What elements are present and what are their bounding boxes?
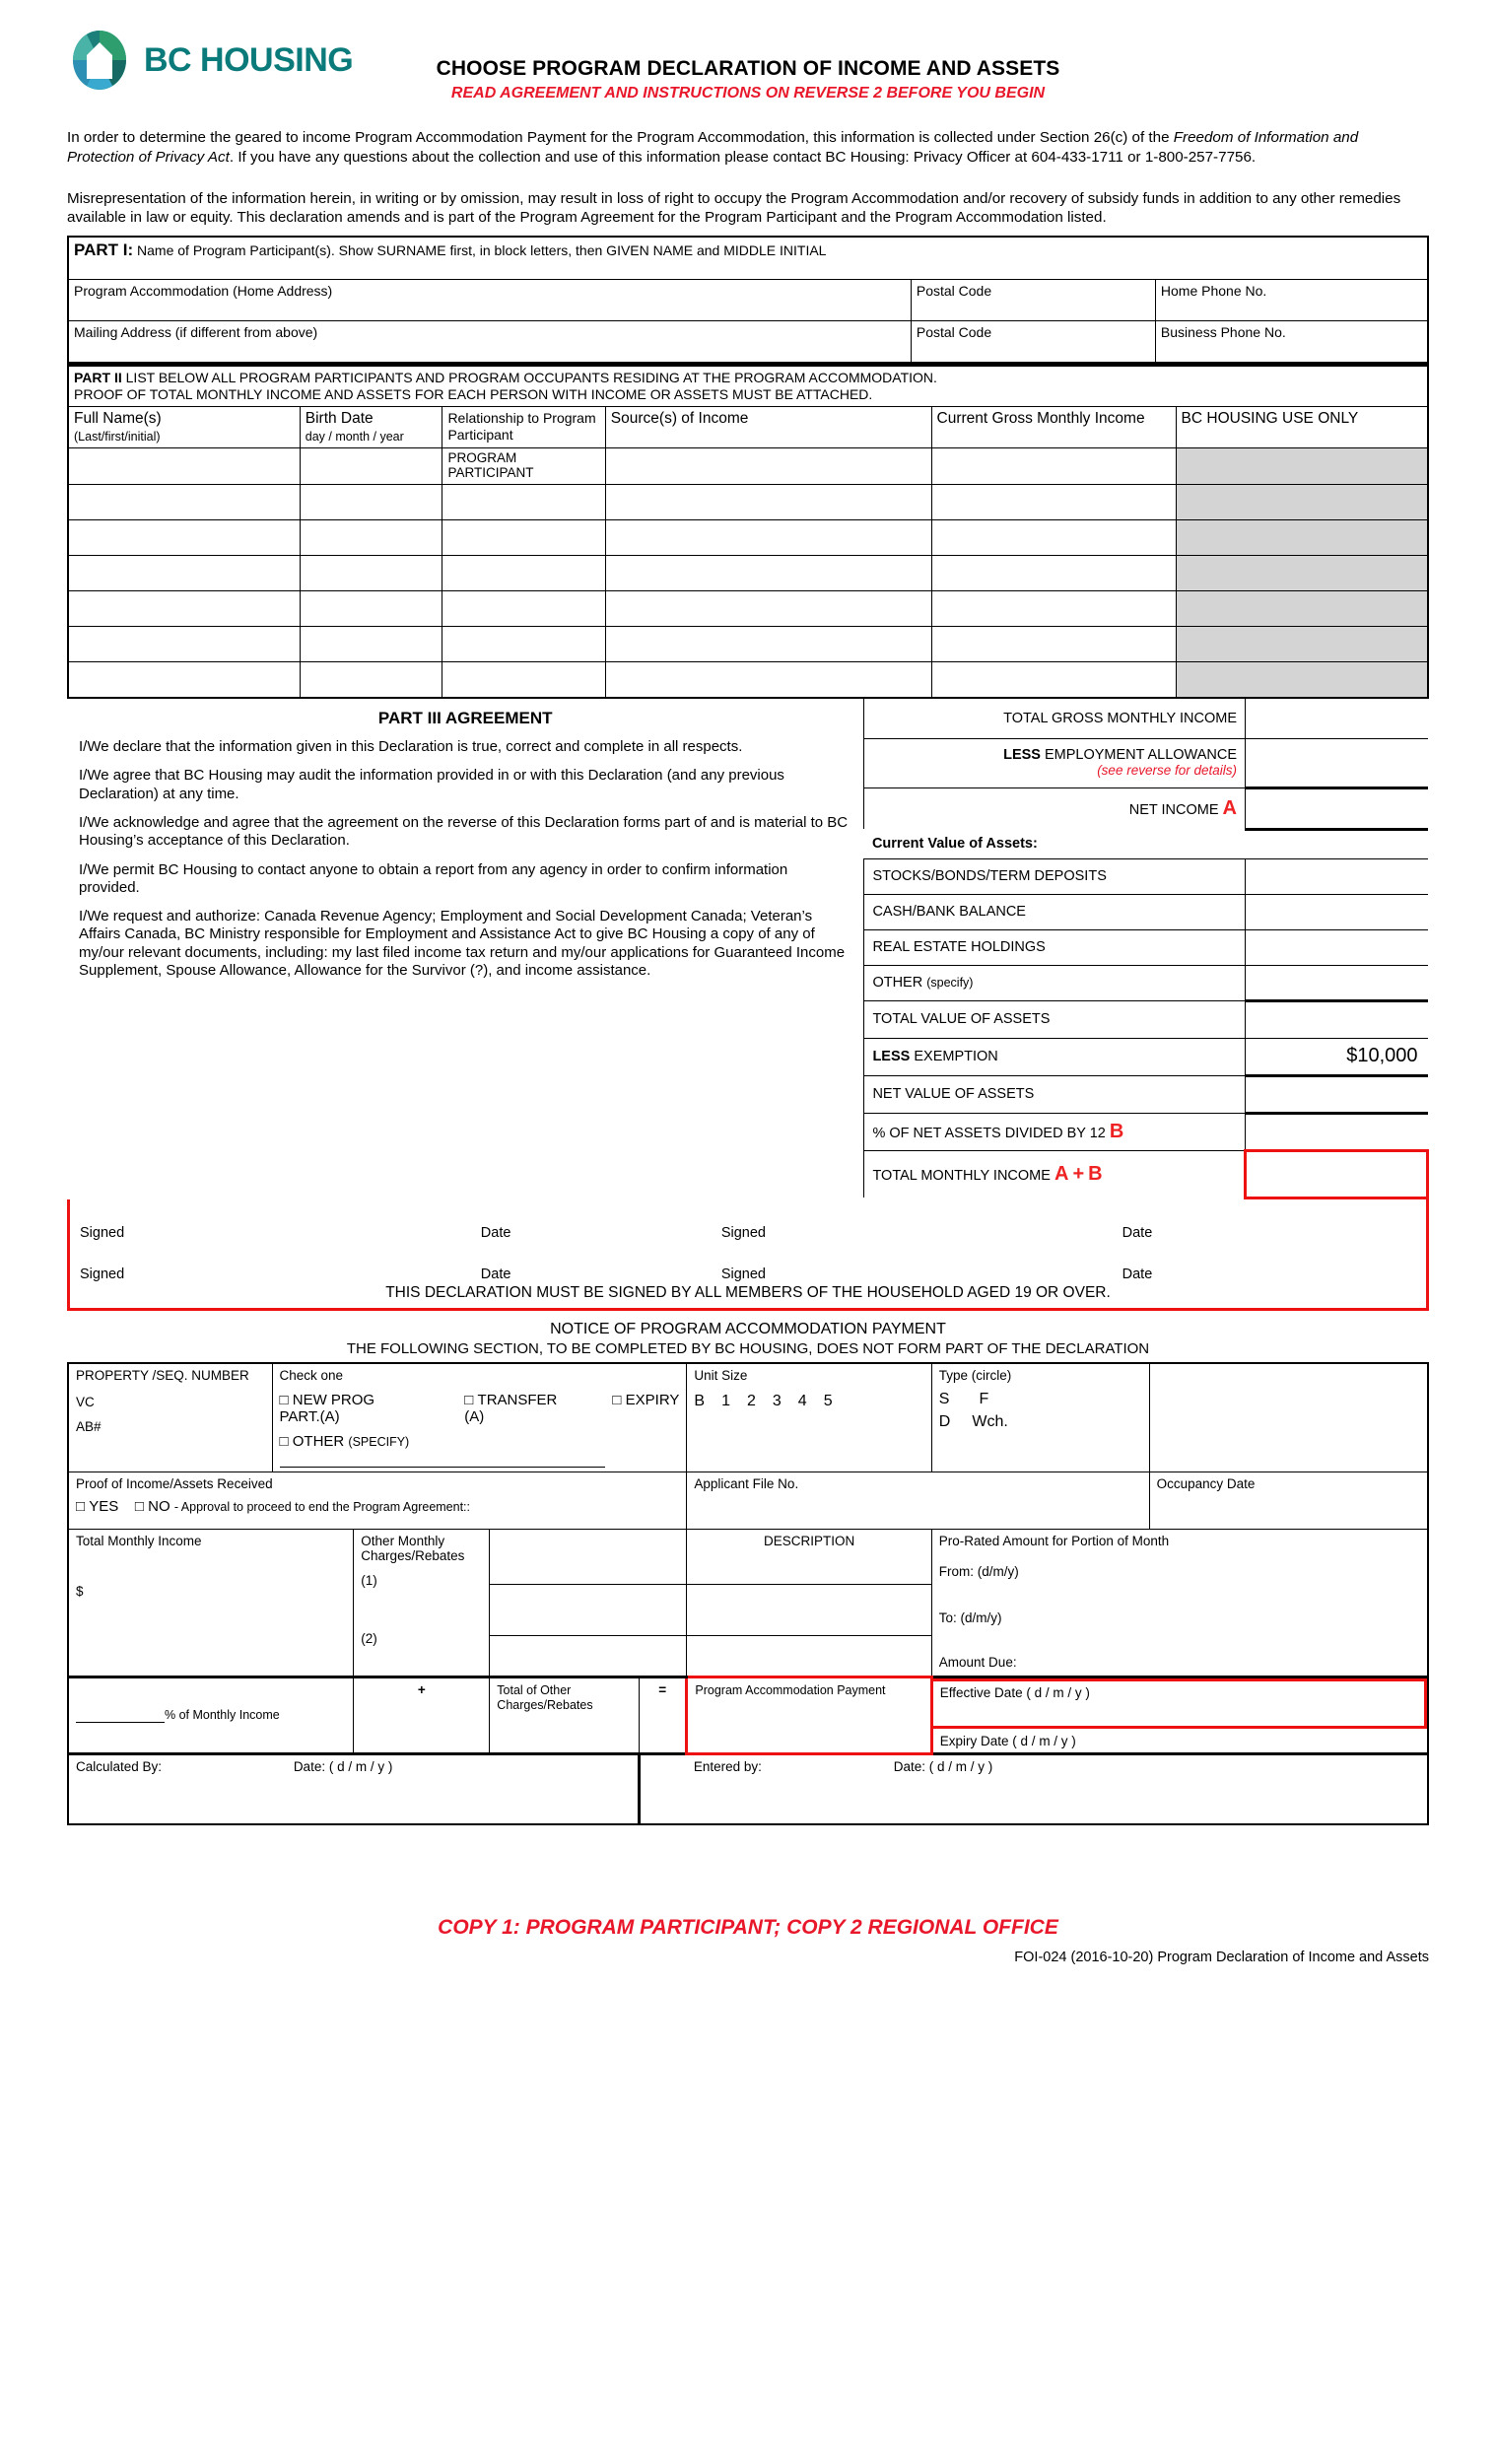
part2-title-cell [69, 367, 1427, 407]
part2-column-header-row [69, 407, 1427, 448]
row-asset-other[interactable] [864, 965, 1428, 1000]
part2-data-row[interactable] [69, 484, 1427, 519]
cell-full-name[interactable] [69, 519, 300, 555]
checkbox-transfer[interactable]: □ TRANSFER (A) [464, 1391, 558, 1425]
col-header-bch-use [1176, 407, 1427, 448]
cell-income-source[interactable] [605, 519, 931, 555]
property-seq-label: PROPERTY /SEQ. NUMBER [76, 1367, 249, 1383]
bc-housing-pinwheel-house-icon [69, 30, 130, 91]
row-asset-cash[interactable] [864, 894, 1428, 929]
check-one-label: Check one [279, 1367, 344, 1383]
less-rest: EMPLOYMENT ALLOWANCE [1040, 747, 1237, 764]
cell-bch-use [1176, 519, 1427, 555]
agreement-paragraph: I/We declare that the information given in this Declaration is true, correct and complete in all respects. [79, 738, 743, 756]
signature-field-2[interactable] [721, 1199, 1096, 1225]
date-label-2: Date [1122, 1224, 1153, 1241]
part2-data-row[interactable] [69, 519, 1427, 555]
cell-birth-date[interactable] [300, 484, 442, 519]
col-header-gross-income [931, 407, 1176, 448]
program-accommodation-payment-cell[interactable] [687, 1677, 931, 1753]
label-pct-net-assets [864, 1113, 1246, 1150]
charge-value-2[interactable] [490, 1584, 687, 1635]
type-option-wch[interactable]: Wch. [972, 1412, 1008, 1430]
cell-income-source[interactable] [605, 448, 931, 485]
cell-relationship[interactable] [442, 661, 605, 697]
page-header [0, 0, 1496, 118]
expiry-date-label: Expiry Date ( d / m / y ) [939, 1733, 1076, 1748]
label-total-gross-income: TOTAL GROSS MONTHLY INCOME [864, 699, 1246, 738]
cell-gross-income[interactable] [931, 590, 1176, 626]
intro-paragraph-2: Misrepresentation of the information herein, in writing or by omission, may result in loss of right to occupy the Program Accommodation and/or recovery of subsidy funds in addition to any other remedies available in law or equity. This declaration amends and is part of the Program Agreement for the Program Participant and the Program Accommodation listed. [67, 189, 1401, 227]
unit-size-cell[interactable] [687, 1363, 931, 1472]
cell-birth-date[interactable] [300, 590, 442, 626]
less-exemption-bold: LESS [872, 1049, 911, 1065]
home-phone-field[interactable] [1155, 279, 1427, 320]
total-monthly-income-cell[interactable] [68, 1529, 354, 1677]
value-pct-net-assets[interactable] [1246, 1113, 1428, 1150]
date-field-4[interactable] [1122, 1241, 1310, 1266]
row-asset-realestate[interactable] [864, 929, 1428, 965]
cell-relationship[interactable] [442, 519, 605, 555]
label-total-monthly-income [864, 1150, 1246, 1198]
row-less-employment-allowance[interactable] [864, 738, 1428, 787]
less-bold: LESS [1003, 747, 1041, 764]
total-marker-b: B [1088, 1163, 1103, 1186]
unit-size-option-2[interactable]: 2 [746, 1392, 756, 1409]
signature-note: THIS DECLARATION MUST BE SIGNED BY ALL MEMBERS OF THE HOUSEHOLD AGED 19 OR OVER. [385, 1283, 1111, 1301]
pct-monthly-income-label: % of Monthly Income [165, 1708, 280, 1723]
value-asset-cash[interactable] [1246, 894, 1428, 929]
cell-gross-income[interactable] [931, 661, 1176, 697]
part3-agreement-box [67, 699, 863, 1199]
label-other: OTHER [292, 1432, 345, 1450]
cell-gross-income[interactable] [931, 626, 1176, 661]
col-header-income-source [605, 407, 931, 448]
cell-bch-use [1176, 484, 1427, 519]
col-title-birth-date: Birth Date [305, 410, 374, 428]
notice-title: NOTICE OF PROGRAM ACCOMMODATION PAYMENT [550, 1320, 946, 1337]
other-specify-input[interactable] [280, 1450, 605, 1468]
agreement-paragraph: I/We permit BC Housing to contact anyone to obtain a report from any agency in order to confirm information provided. [79, 860, 788, 896]
home-phone-label: Home Phone No. [1160, 282, 1267, 299]
label-asset-stocks: STOCKS/BONDS/TERM DEPOSITS [864, 858, 1246, 894]
entered-by-cell[interactable] [687, 1753, 1428, 1824]
part2-title-row [69, 367, 1427, 407]
label-net-income [864, 787, 1246, 829]
label-new-prog-part: NEW PROG PART.(A) [279, 1391, 375, 1425]
brand-logo [69, 30, 353, 91]
label-expiry: EXPIRY [625, 1391, 680, 1408]
cell-birth-date[interactable] [300, 661, 442, 697]
effective-expiry-cell[interactable] [931, 1677, 1428, 1753]
calculated-date-label: Date: ( d / m / y ) [293, 1758, 393, 1774]
effective-date-label: Effective Date ( d / m / y ) [933, 1678, 1427, 1729]
business-phone-label: Business Phone No. [1160, 323, 1286, 340]
col-header-full-name [69, 407, 300, 448]
notice-row-property[interactable] [68, 1363, 1428, 1472]
page-title: CHOOSE PROGRAM DECLARATION OF INCOME AND ASSETS [436, 57, 1060, 80]
value-total-monthly-income[interactable] [1246, 1150, 1428, 1198]
dollar-sign: $ [76, 1583, 84, 1599]
occupancy-date-cell[interactable] [1149, 1472, 1428, 1529]
agreement-paragraph: I/We request and authorize: Canada Revenue Agency; Employment and Social Development Canada; Veteran’s Affairs Canada, BC Ministry responsible for Employment and Assistance Act to give BC Housing a copy of any of my/our relevant documents, including: my last filed income tax return and my/our applications for Guaranteed Income Supplement, Spouse Allowance, Allowance for the Survivor (?), and income assistance. [79, 908, 846, 980]
plus-symbol: + [354, 1677, 490, 1753]
part2-title-line1: LIST BELOW ALL PROGRAM PARTICIPANTS AND PROGRAM OCCUPANTS RESIDING AT THE PROGRAM ACCOMMODATION. [125, 370, 937, 385]
cell-relationship[interactable] [442, 626, 605, 661]
signature-label-row-2 [80, 1266, 1416, 1282]
total-monthly-income-label: Total Monthly Income [76, 1533, 202, 1548]
signature-block [67, 1199, 1429, 1311]
prorated-cell[interactable] [931, 1529, 1428, 1677]
signature-line-row-1[interactable] [80, 1199, 1416, 1225]
cell-bch-use [1176, 555, 1427, 590]
row-pct-net-assets[interactable] [864, 1113, 1428, 1150]
less-employment-note: (see reverse for details) [1097, 763, 1237, 779]
part1-frame [67, 236, 1429, 364]
postal-code-label-1: Postal Code [916, 282, 992, 299]
label-less-exemption [864, 1038, 1246, 1075]
signature-field-3[interactable] [80, 1241, 454, 1266]
col-sub-birth-date: day / month / year [305, 430, 404, 445]
description-value-3[interactable] [687, 1635, 931, 1677]
part2-table [69, 367, 1427, 697]
description-header-cell [687, 1529, 931, 1584]
part3-heading: PART III AGREEMENT [377, 709, 553, 728]
charge-number-2: (2) [361, 1630, 377, 1646]
property-seq-cell[interactable] [68, 1363, 272, 1472]
postal-code-label-2: Postal Code [916, 323, 992, 340]
checkbox-new-prog-part[interactable]: □ NEW PROG PART.(A) [279, 1391, 375, 1425]
agreement-paragraph: I/We agree that BC Housing may audit the information provided in or with this Declaration (and any previous Declaration) at any time. [79, 767, 784, 802]
cell-bch-use [1176, 626, 1427, 661]
col-title-gross-income: Current Gross Monthly Income [936, 410, 1145, 428]
label-proof-no: NO [148, 1497, 170, 1515]
part1-label: PART I: [74, 240, 134, 259]
label-asset-cash: CASH/BANK BALANCE [864, 894, 1246, 929]
calculation-column [863, 699, 1429, 1199]
part3-wrapper [67, 699, 1429, 1199]
date-label-4: Date [1122, 1266, 1153, 1282]
cell-full-name[interactable] [69, 555, 300, 590]
date-field-2[interactable] [1122, 1199, 1310, 1225]
part2-data-row[interactable] [69, 590, 1427, 626]
payment-label: Program Accommodation Payment [695, 1682, 886, 1697]
date-label-3: Date [480, 1266, 511, 1282]
cell-income-source[interactable] [605, 661, 931, 697]
value-net-value-assets[interactable] [1246, 1075, 1428, 1113]
row-assets-heading [864, 829, 1428, 858]
notice-row-charges[interactable] [68, 1529, 1428, 1584]
asset-other-label: OTHER [872, 975, 923, 992]
label-other-specify: (SPECIFY) [348, 1434, 410, 1449]
part2-data-row[interactable] [69, 448, 1427, 485]
row-asset-stocks[interactable] [864, 858, 1428, 894]
total-other-charges-label: Total of Other Charges/Rebates [497, 1682, 593, 1712]
brand-name: BC HOUSING [144, 40, 354, 79]
business-phone-field[interactable] [1155, 320, 1427, 362]
checkbox-other[interactable]: □ OTHER [279, 1432, 345, 1450]
pct-net-assets-label: % OF NET ASSETS DIVIDED BY 12 [872, 1125, 1106, 1141]
signature-line-row-2[interactable] [80, 1241, 1416, 1266]
pct-monthly-income-cell[interactable] [68, 1677, 354, 1753]
unit-size-option-b[interactable]: B [694, 1392, 706, 1409]
cell-relationship[interactable] [442, 555, 605, 590]
cell-relationship[interactable] [442, 590, 605, 626]
signature-field-4[interactable] [721, 1241, 1096, 1266]
checkbox-proof-no[interactable]: □ NO [134, 1497, 170, 1515]
date-field-3[interactable] [481, 1241, 668, 1266]
property-ab-label: AB# [76, 1418, 102, 1434]
assets-heading: Current Value of Assets: [871, 836, 1038, 853]
label-net-value-assets: NET VALUE OF ASSETS [864, 1075, 1246, 1113]
label-asset-realestate: REAL ESTATE HOLDINGS [864, 929, 1246, 965]
cell-income-source[interactable] [605, 626, 931, 661]
cell-income-source[interactable] [605, 590, 931, 626]
charge-value-1[interactable] [490, 1529, 687, 1584]
label-transfer: TRANSFER (A) [464, 1391, 558, 1425]
col-title-bch-use: BC HOUSING USE ONLY [1181, 410, 1359, 428]
intro-p1-b: . If you have any questions about the collection and use of this information please contact BC Housing: Privacy Officer at 604-433-1711 or 1-800-257-7756. [229, 148, 1257, 166]
part2-frame [67, 364, 1429, 699]
col-sub-full-name: (Last/first/initial) [74, 430, 161, 445]
entered-date-label: Date: ( d / m / y ) [893, 1758, 993, 1774]
type-option-d[interactable]: D [938, 1412, 951, 1430]
signature-table [80, 1199, 1416, 1282]
cell-income-source[interactable] [605, 484, 931, 519]
notice-row-equation[interactable] [68, 1677, 1428, 1753]
value-total-value-assets[interactable] [1246, 1000, 1428, 1038]
cell-bch-use [1176, 661, 1427, 697]
charge-numbers-cell [354, 1529, 490, 1677]
value-asset-realestate[interactable] [1246, 929, 1428, 965]
cell-full-name[interactable] [69, 484, 300, 519]
value-net-income[interactable] [1246, 787, 1428, 829]
total-monthly-income-label: TOTAL MONTHLY INCOME [872, 1168, 1051, 1185]
part2-data-row[interactable] [69, 626, 1427, 661]
cell-full-name[interactable] [69, 661, 300, 697]
signature-label-row-1 [80, 1225, 1416, 1241]
col-header-birth-date [300, 407, 442, 448]
page-subtitle: READ AGREEMENT AND INSTRUCTIONS ON REVERSE 2 BEFORE YOU BEGIN [450, 85, 1046, 102]
part1-table [69, 238, 1427, 362]
signoff-spacer [640, 1753, 687, 1824]
postal-code-field-2[interactable] [911, 320, 1155, 362]
calculated-by-label: Calculated By: [76, 1758, 163, 1774]
form-id-line: FOI-024 (2016-10-20) Program Declaration of Income and Assets [1014, 1950, 1429, 1966]
date-label-1: Date [480, 1224, 511, 1241]
proof-cell[interactable] [68, 1472, 687, 1529]
col-title-income-source: Source(s) of Income [610, 410, 749, 428]
cell-birth-date[interactable] [300, 519, 442, 555]
col-title-relationship: Relationship to Program Participant [447, 410, 596, 443]
intro-text [67, 128, 1429, 228]
type-option-f[interactable]: F [979, 1390, 989, 1407]
pct-marker-b: B [1109, 1120, 1124, 1142]
net-income-marker-a: A [1222, 797, 1237, 820]
part1-home-address-row[interactable] [69, 279, 1427, 320]
mailing-address-label: Mailing Address (if different from above) [74, 323, 318, 340]
total-other-charges-cell[interactable] [490, 1677, 640, 1753]
part1-header-row [69, 238, 1427, 279]
cell-income-source[interactable] [605, 555, 931, 590]
row-total-gross-income[interactable] [864, 699, 1428, 738]
unit-size-option-1[interactable]: 1 [721, 1392, 730, 1409]
home-address-label: Program Accommodation (Home Address) [74, 282, 333, 299]
type-label: Type (circle) [938, 1367, 1012, 1383]
amount-due-label: Amount Due: [938, 1654, 1017, 1670]
part2-title-line2: PROOF OF TOTAL MONTHLY INCOME AND ASSETS FOR EACH PERSON WITH INCOME OR ASSETS MUST BE ATTACHED. [74, 386, 873, 403]
cell-gross-income[interactable] [931, 484, 1176, 519]
prorated-to-label: To: (d/m/y) [938, 1609, 1002, 1625]
value-total-gross-income[interactable] [1246, 699, 1428, 738]
copy-distribution-line: COPY 1: PROGRAM PARTICIPANT; COPY 2 REGIONAL OFFICE [438, 1916, 1058, 1940]
cell-bch-use [1176, 448, 1427, 485]
part2-label: PART II [74, 370, 122, 385]
notice-row-proof[interactable] [68, 1472, 1428, 1529]
signature-field-1[interactable] [80, 1199, 454, 1225]
postal-code-field-1[interactable] [911, 279, 1155, 320]
equals-symbol: = [640, 1677, 687, 1753]
description-label: DESCRIPTION [763, 1533, 855, 1548]
cell-birth-date[interactable] [300, 555, 442, 590]
type-option-s[interactable]: S [938, 1390, 950, 1407]
unit-size-option-3[interactable]: 3 [772, 1392, 782, 1409]
part2-data-row[interactable] [69, 661, 1427, 697]
value-less-exemption: $10,000 [1246, 1038, 1428, 1075]
row-net-value-assets[interactable] [864, 1075, 1428, 1113]
proof-note: - Approval to proceed to end the Program Agreement:: [173, 1499, 471, 1514]
label-total-value-assets: TOTAL VALUE OF ASSETS [864, 1000, 1246, 1038]
checkbox-proof-yes[interactable]: □ YES [76, 1497, 119, 1515]
unit-size-option-5[interactable]: 5 [823, 1392, 833, 1409]
property-vc-label: VC [76, 1394, 95, 1409]
part1-instruction-cell [69, 238, 1427, 279]
row-less-exemption[interactable] [864, 1038, 1428, 1075]
label-proof-yes: YES [89, 1497, 119, 1515]
total-marker-a: A [1054, 1163, 1069, 1186]
applicant-file-cell[interactable] [687, 1472, 1149, 1529]
date-field-1[interactable] [481, 1199, 668, 1225]
value-less-employment-allowance[interactable] [1246, 738, 1428, 787]
row-total-value-assets[interactable] [864, 1000, 1428, 1038]
col-title-full-name: Full Name(s) [74, 410, 162, 428]
row-net-income[interactable] [864, 787, 1428, 829]
intro-p1-a: In order to determine the geared to income Program Accommodation Payment for the Program Accommodation, this information is collected under Section 26(c) of the [67, 129, 1174, 146]
notice-row-signoff[interactable] [68, 1753, 1428, 1824]
unit-size-option-4[interactable]: 4 [797, 1392, 807, 1409]
agreement-paragraph: I/We acknowledge and agree that the agreement on the reverse of this Declaration forms part of and is material to BC Housing’s acceptance of this Declaration. [79, 814, 849, 850]
label-less-employment-allowance [864, 738, 1246, 787]
cell-full-name[interactable] [69, 626, 300, 661]
mailing-address-field[interactable] [69, 320, 911, 362]
occupancy-date-label: Occupancy Date [1156, 1475, 1256, 1491]
check-one-cell[interactable] [272, 1363, 687, 1472]
part1-mailing-address-row[interactable] [69, 320, 1427, 362]
cell-full-name[interactable] [69, 448, 300, 485]
income-calc-table [863, 699, 1429, 1199]
assets-heading-spacer [1246, 829, 1428, 858]
label-asset-other [864, 965, 1246, 1000]
cell-birth-date[interactable] [300, 448, 442, 485]
total-marker-plus: + [1072, 1163, 1085, 1186]
cell-gross-income[interactable] [931, 519, 1176, 555]
notice-section [67, 1362, 1429, 1826]
cell-full-name[interactable] [69, 590, 300, 626]
signed-label-1: Signed [80, 1224, 125, 1241]
net-income-label: NET INCOME [1128, 802, 1219, 819]
row-total-monthly-income[interactable] [864, 1150, 1428, 1198]
signed-label-3: Signed [80, 1266, 125, 1282]
other-charges-label: Other Monthly Charges/Rebates [361, 1533, 465, 1563]
less-exemption-rest: EXEMPTION [910, 1049, 998, 1065]
signed-label-4: Signed [720, 1266, 766, 1282]
cell-gross-income[interactable] [931, 448, 1176, 485]
description-value-2[interactable] [687, 1584, 931, 1635]
value-asset-stocks[interactable] [1246, 858, 1428, 894]
calculated-by-cell[interactable] [68, 1753, 640, 1824]
charge-number-1: (1) [361, 1572, 377, 1588]
notice-subtitle: THE FOLLOWING SECTION, TO BE COMPLETED BY BC HOUSING, DOES NOT FORM PART OF THE DECLARATION [346, 1339, 1150, 1357]
pct-monthly-income-input[interactable] [76, 1707, 165, 1723]
cell-bch-use [1176, 590, 1427, 626]
col-header-relationship [442, 407, 605, 448]
intro-p1-act: Freedom of Information and Protection of Privacy Act [67, 129, 1359, 166]
cell-birth-date[interactable] [300, 626, 442, 661]
cell-gross-income[interactable] [931, 555, 1176, 590]
applicant-file-label: Applicant File No. [694, 1475, 799, 1491]
charge-value-3[interactable] [490, 1635, 687, 1677]
value-asset-other[interactable] [1246, 965, 1428, 1000]
asset-other-sub: (specify) [926, 976, 974, 991]
cell-relationship[interactable] [442, 484, 605, 519]
type-circle-cell[interactable] [931, 1363, 1149, 1472]
intro-paragraph-1 [67, 128, 1429, 168]
part3-agreement-text [67, 699, 863, 996]
unit-size-label: Unit Size [694, 1367, 748, 1383]
proof-label: Proof of Income/Assets Received [76, 1475, 273, 1491]
home-address-field[interactable] [69, 279, 911, 320]
part1-instruction: Name of Program Participant(s). Show SURNAME first, in block letters, then GIVEN NAME and MIDDLE INITIAL [137, 242, 827, 258]
part3-layout-table [67, 699, 1429, 1199]
part2-data-row[interactable] [69, 555, 1427, 590]
prorated-from-label: From: (d/m/y) [938, 1563, 1019, 1579]
prorated-label: Pro-Rated Amount for Portion of Month [938, 1533, 1170, 1548]
checkbox-expiry[interactable]: □ EXPIRY [612, 1391, 680, 1408]
notice-table [67, 1362, 1429, 1826]
entered-by-label: Entered by: [693, 1758, 762, 1774]
signed-label-2: Signed [720, 1224, 766, 1241]
cell-relationship-prefilled: PROGRAM PARTICIPANT [442, 448, 605, 485]
